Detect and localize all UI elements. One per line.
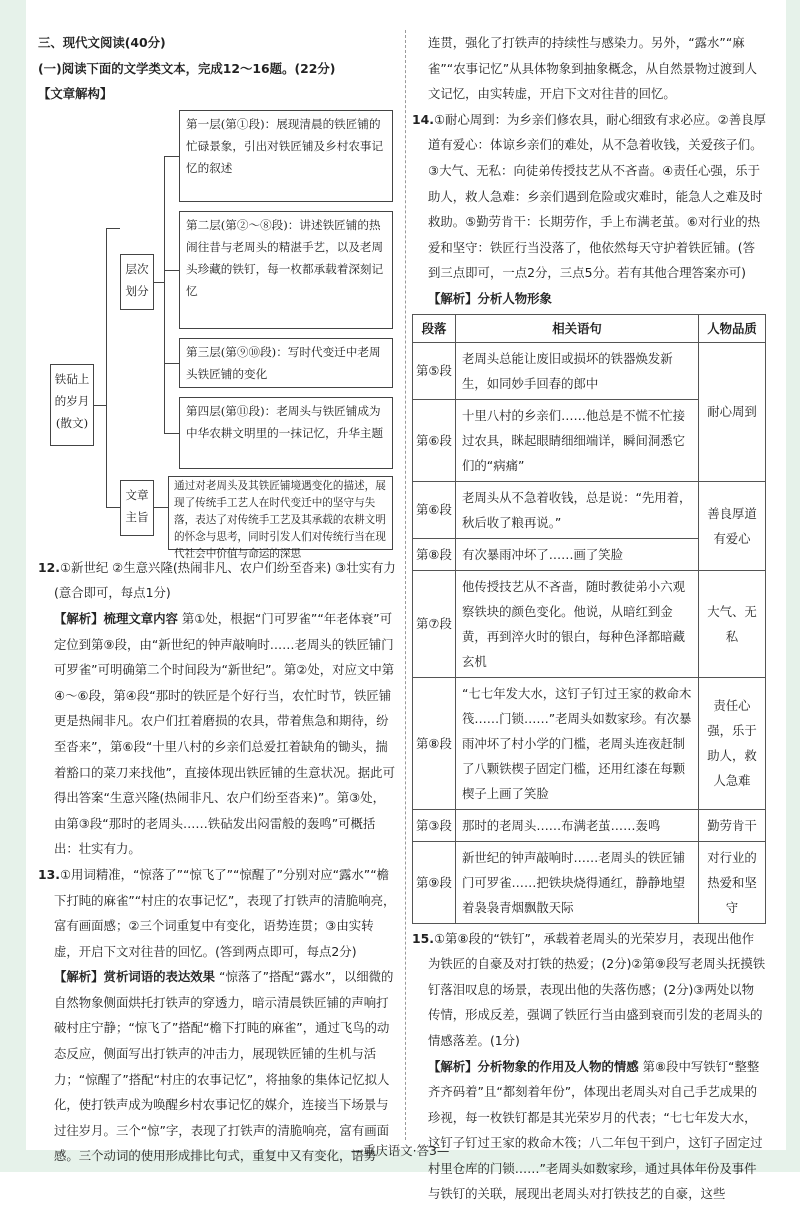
table-cell-segment: 第⑨段 <box>413 841 456 923</box>
right-margin-band <box>786 0 800 1172</box>
layers-branch-box: 层次划分 <box>120 254 154 310</box>
table-cell-quality: 善良厚道有爱心 <box>699 481 766 570</box>
page-footer: —重庆语文·答3— <box>350 1143 450 1158</box>
left-margin-band <box>0 0 26 1172</box>
q13-analysis: “惊落了”搭配“露水”，以细微的自然物象侧面烘托打铁声的穿透力，暗示清晨铁匠铺的声响打破村庄宁静；“惊飞了”搭配“檐下打盹的麻雀”，通过飞鸟的动态反应，侧面写出打铁声的冲击力，展现铁匠铺的生机与活力；“惊醒了”搭配“村庄的农事记忆”，将抽象的集体记忆拟人化，使打铁声成为唤醒乡村农事记忆的媒介，连接当下场景与过往岁月。三个“惊”字，表现了打铁声的清脆响亮，富有画面感。三个动词的使用形成排比句式，重复中又有变化，语势 <box>54 969 394 1164</box>
table-cell-segment: 第⑥段 <box>413 481 456 538</box>
theme-branch-box: 文章主旨 <box>120 480 154 536</box>
question-12 <box>38 555 396 862</box>
q14-answer: ①耐心周到：为乡亲们修农具，耐心细致有求必应。②善良厚道有爱心：体谅乡亲们的难处，从不急着收钱，关爱孩子们。③大气、无私：向徒弟传授技艺从不吝啬。④责任心强，乐于助人，救人急难：乡亲们遇到危险或灾难时，能急人之难及时救助。⑤勤劳肯干：长期劳作，手上布满老茧。⑥对行业的热爱和坚守：铁匠行当没落了，他依然每天守护着铁匠铺。(答到三点即可，一点2分，三点5分。若有其他合理答案亦可) <box>428 111 766 281</box>
table-row <box>413 809 766 841</box>
table-row <box>413 841 766 923</box>
q13-analysis-tag: 【解析】赏析词语的表达效果 <box>54 969 216 985</box>
table-cell-text: 老周头总能让废旧或损坏的铁器焕发新生，如同妙手回春的郎中 <box>456 342 699 399</box>
q13-number: 13. <box>38 866 60 882</box>
section-title: 三、现代文阅读(40分) <box>38 35 166 50</box>
table-cell-quality: 对行业的热爱和坚守 <box>699 841 766 923</box>
table-row <box>413 677 766 809</box>
table-cell-text: 老周头从不急着收钱，总是说：“先用着，秋后收了粮再说。” <box>456 481 699 538</box>
layer-box-1: 第一层(第①段)：展现清晨的铁匠铺的忙碌景象，引出对铁匠铺及乡村农事记忆的叙述 <box>179 110 393 202</box>
root-bracket-line <box>106 228 107 508</box>
table-cell-segment: 第⑦段 <box>413 570 456 677</box>
layer-box-3: 第三层(第⑨⑩段)：写时代变迁中老周头铁匠铺的变化 <box>179 338 393 388</box>
table-row <box>413 342 766 399</box>
table-header-row <box>413 314 766 342</box>
layers-bracket-line <box>164 156 165 434</box>
table-row <box>413 570 766 677</box>
table-cell-text: 他传授技艺从不吝啬，随时教徒弟小六观察铁块的颜色变化。他说，从暗红到金黄，再到淬火时的银白，每种色泽都暗藏玄机 <box>456 570 699 677</box>
connector-root-theme <box>106 507 120 508</box>
q14-analysis-tag: 【解析】分析人物形象 <box>428 290 552 306</box>
table-header-quality: 人物品质 <box>699 314 766 342</box>
question-14 <box>412 107 766 312</box>
connector-4 <box>164 433 179 434</box>
table-cell-quality: 耐心周到 <box>699 342 766 481</box>
table-cell-text: 那时的老周头……布满老茧……轰鸣 <box>456 809 699 841</box>
table-cell-text: 十里八村的乡亲们……他总是不慌不忙接过农具，眯起眼睛细细端详，瞬间洞悉它们的“病痛” <box>456 399 699 481</box>
table-header-sentence: 相关语句 <box>456 314 699 342</box>
q13-analysis-continued: 连贯，强化了打铁声的持续性与感染力。另外，“露水”“麻雀”“农事记忆”从具体物象到抽象概念，从自然景物过渡到人文记忆，由实转虚，开启下文对往昔的回忆。 <box>428 35 758 102</box>
table-cell-quality: 勤劳肯干 <box>699 809 766 841</box>
connector-1 <box>164 156 179 157</box>
table-row <box>413 481 766 538</box>
subsection-title: (一)阅读下面的文学类文本，完成12～16题。(22分) <box>38 60 336 76</box>
connector-2 <box>164 270 179 271</box>
q15-number: 15. <box>412 930 434 946</box>
structure-diagram <box>38 110 396 560</box>
q12-analysis-tag: 【解析】梳理文章内容 <box>54 610 178 626</box>
table-header-segment: 段落 <box>413 314 456 342</box>
question-13 <box>38 862 396 1169</box>
table-cell-quality: 大气、无私 <box>699 570 766 677</box>
question-15 <box>412 926 766 1207</box>
table-cell-segment: 第⑤段 <box>413 342 456 399</box>
column-divider <box>405 30 406 1140</box>
table-cell-segment: 第⑧段 <box>413 538 456 570</box>
q13-answer: ①用词精准，“惊落了”“惊飞了”“惊醒了”分别对应“露水”“檐下打盹的麻雀”“村庄的农事记忆”，表现了打铁声的清脆响亮，富有画面感；②三个词重复中有变化，语势连贯；③由实转虚，开启下文对往昔的回忆。(答到两点即可，每点2分) <box>54 866 396 959</box>
q15-analysis-tag: 【解析】分析物象的作用及人物的情感 <box>428 1058 639 1074</box>
table-cell-segment: 第⑧段 <box>413 677 456 809</box>
connector-root <box>94 405 106 406</box>
connector-3 <box>164 363 179 364</box>
character-analysis-table <box>412 314 766 924</box>
layer-box-2: 第二层(第②～⑧段)：讲述铁匠铺的热闹往昔与老周头的精湛手艺，以及老周头珍藏的铁钉，每一枚都承载着深刻记忆 <box>179 211 393 329</box>
table-cell-segment: 第⑥段 <box>413 399 456 481</box>
table-cell-segment: 第③段 <box>413 809 456 841</box>
layer-box-4: 第四层(第⑪段)：老周头与铁匠铺成为中华农耕文明里的一抹记忆，升华主题 <box>179 397 393 469</box>
right-column <box>412 30 766 1207</box>
connector-layers <box>154 282 164 283</box>
structure-heading: 【文章解构】 <box>38 86 113 102</box>
table-cell-quality: 责任心强，乐于助人，救人急难 <box>699 677 766 809</box>
q12-answer: ①新世纪 ②生意兴隆(热闹非凡、农户们纷至沓来) ③壮实有力(意合即可，每点1分) <box>54 559 396 601</box>
left-column <box>38 30 396 1169</box>
q15-answer: ①第⑧段的“铁钉”，承载着老周头的光荣岁月，表现出他作为铁匠的自豪及对打铁的热爱；(2分)②第⑨段写老周头抚摸铁钉落泪叹息的场景，表现出他的失落伤感；(2分)③两处以物传情，形成反差，强调了铁匠行当由盛到衰而引发的老周头的情感落差。(1分) <box>428 930 766 1048</box>
q14-number: 14. <box>412 111 434 127</box>
connector-root-layers <box>106 228 120 229</box>
root-box: 铁砧上的岁月(散文) <box>50 364 94 446</box>
table-cell-text: “七七年发大水，这钉子钉过王家的救命木筏……门锁……”老周头如数家珍。有次暴雨冲坏了村小学的门槛，老周头连夜赶制了八颗铁楔子固定门槛，还用红漆在每颗楔子上画了笑脸 <box>456 677 699 809</box>
connector-theme <box>154 507 168 508</box>
q12-analysis: 第①处，根据“门可罗雀”“年老体衰”可定位到第⑨段，由“新世纪的钟声敲响时……老周头的铁匠铺门可罗雀”可明确第二个时间段为“新世纪”。第②处，对应文中第④～⑥段，第④段“那时的铁匠是个好行当，农忙时节，铁匠铺更是热闹非凡。农户们扛着磨损的农具，带着焦急和期待，纷至沓来”，第⑥段“十里八村的乡亲们总爱扛着缺角的锄头，揣着豁口的菜刀来找他”，直接体现出铁匠铺的生意状况。据此可得出答案“生意兴隆(热闹非凡、农户们纷至沓来)”。第③处，由第③段“那时的老周头……铁砧发出闷雷般的轰鸣”可概括出：壮实有力。 <box>54 610 395 857</box>
q12-number: 12. <box>38 559 60 575</box>
table-cell-text: 有次暴雨冲坏了……画了笑脸 <box>456 538 699 570</box>
table-cell-text: 新世纪的钟声敲响时……老周头的铁匠铺门可罗雀……把铁块烧得通红，静静地望着袅袅青烟飘散天际 <box>456 841 699 923</box>
theme-box: 通过对老周头及其铁匠铺境遇变化的描述，展现了传统手工艺人在时代变迁中的坚守与失落，表达了对传统手工艺及其承载的农耕文明的怀念与思考，同时引发人们对传统行当在现代社会中价值与命运的深思 <box>168 476 393 550</box>
q15-analysis: 第⑧段中写铁钉“整整齐齐码着”且“都刻着年份”，体现出老周头对自己手艺成果的珍视，每一枚铁钉都是其光荣岁月的代表；“七七年发大水，这钉子钉过王家的救命木筏；八二年包干到户，这钉子固定过村里仓库的门锁……”老周头如数家珍，通过具体年份及事件与铁钉的关联，展现出老周头对打铁技艺的自豪，这些 <box>428 1058 763 1202</box>
